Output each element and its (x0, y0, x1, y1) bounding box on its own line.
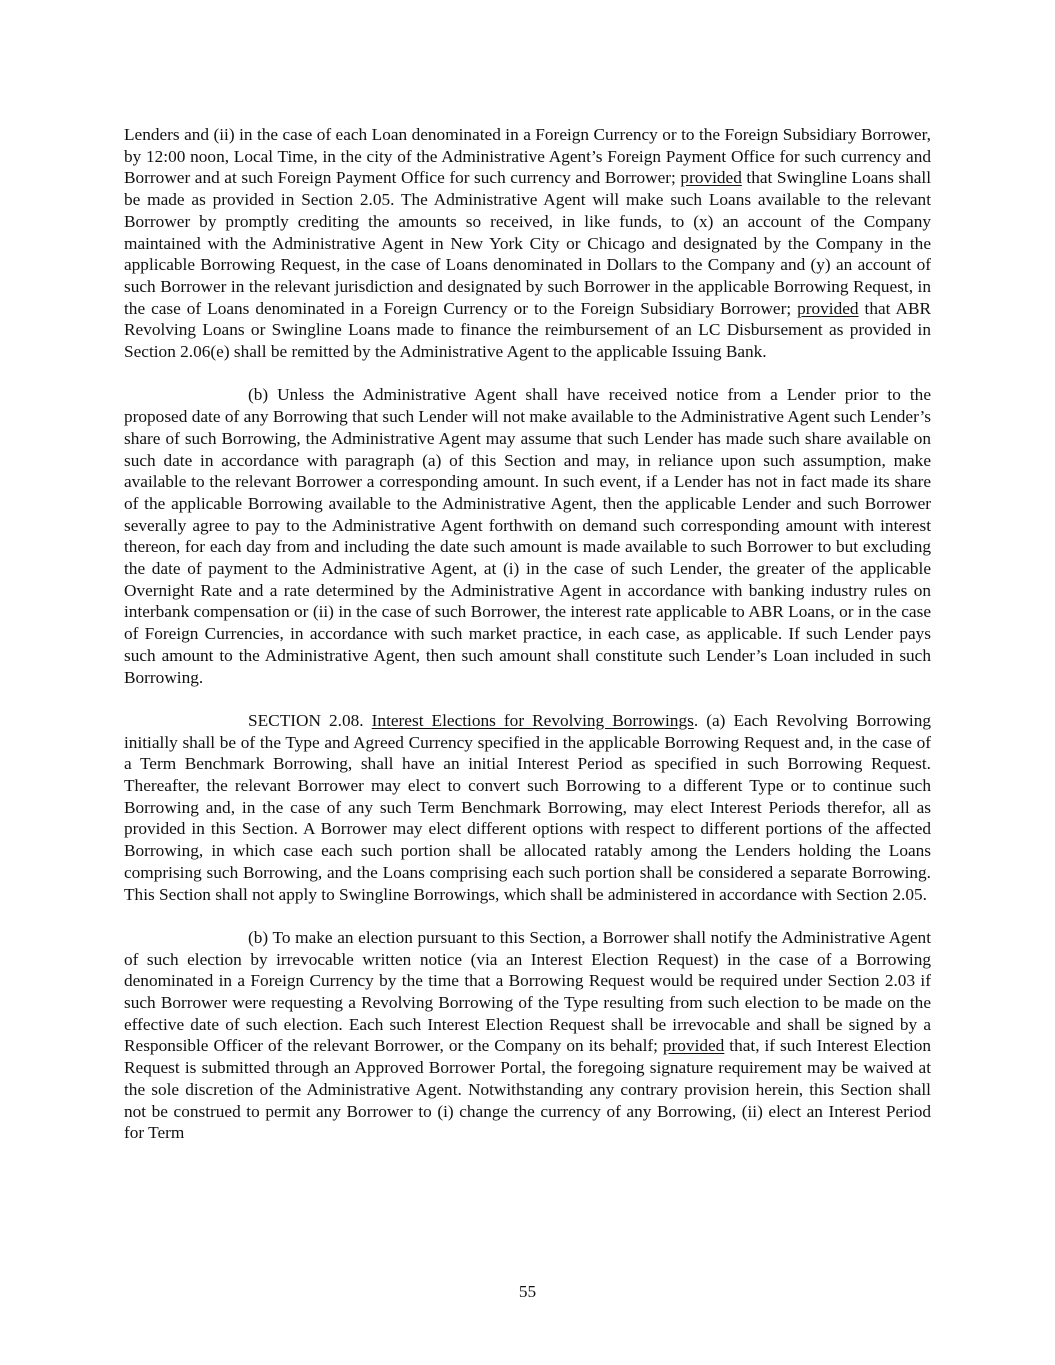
text-segment: (b) To make an election pursuant to this Section, a Borrower shall notify the Administrative Agent of such election by irrevocable written notice (via an Interest Election Request) in the case of a Borrowing denominated in a Foreign Currency by the time that a Borrowing Request would be required under Section 2.03 if such Borrower were requesting a Revolving Borrowing of the Type resulting from such election to be made on the effective date of such election. Each such Interest Election Request shall be irrevocable and shall be signed by a Responsible Officer of the relevant Borrower, or the Company on its behalf; (124, 927, 931, 1056)
section-2-08-paragraph (124, 710, 931, 905)
paragraph-b-election-notice (124, 927, 931, 1144)
provided-term: provided (797, 298, 859, 318)
text-segment: that ABR Revolving Loans or Swingline Loans made to finance the reimbursement of an LC Disbursement as provided in Section 2.06(e) shall be remitted by the Administrative Agent to the applicable Issuing Bank. (124, 298, 931, 362)
document-page (124, 124, 931, 1144)
text-segment: that Swingline Loans shall be made as provided in Section 2.05. The Administrative Agent will make such Loans available to the relevant Borrower by promptly crediting the amounts so received, in like funds, to (x) an account of the Company maintained with the Administrative Agent in New York City or Chicago and designated by the Company in the applicable Borrowing Request, in the case of Loans denominated in Dollars to the Company and (y) an account of such Borrower in the relevant jurisdiction and designated by such Borrower in the applicable Borrowing Request, in the case of Loans denominated in a Foreign Currency or to the Foreign Subsidiary Borrower; (124, 168, 931, 318)
text-segment: . (a) Each Revolving Borrowing initially shall be of the Type and Agreed Currency specified in the applicable Borrowing Request and, in the case of a Term Benchmark Borrowing, shall have an initial Interest Period as specified in such Borrowing Request. Thereafter, the relevant Borrower may elect to convert such Borrowing to a different Type or to continue such Borrowing and, in the case of any such Term Benchmark Borrowing, may elect Interest Periods therefor, all as provided in this Section. A Borrower may elect different options with respect to different portions of the affected Borrowing, in which case each such portion shall be allocated ratably among the Lenders holding the Loans comprising such Borrowing, and the Loans comprising each such portion shall be considered a separate Borrowing. This Section shall not apply to Swingline Borrowings, which shall be administered in accordance with Section 2.05. (124, 710, 932, 904)
section-number: SECTION 2.08. (248, 710, 372, 730)
provided-term: provided (680, 168, 742, 188)
provided-term: provided (662, 1036, 725, 1056)
section-heading: Interest Elections for Revolving Borrowings (371, 710, 694, 730)
paragraph-loan-funding (124, 124, 931, 363)
text-segment: Lenders and (ii) in the case of each Loan denominated in a Foreign Currency or to the Foreign Subsidiary Borrower, by 12:00 noon, Local Time, in the city of the Administrative Agent’s Foreign Payment Office for such currency and Borrower and at such Foreign Payment Office for such currency and Borrower; (124, 125, 931, 188)
text-segment: that, if such Interest Election Request is submitted through an Approved Borrower Portal, the foregoing signature requirement may be waived at the sole discretion of the Administrative Agent. Notwithstanding any contrary provision herein, this Section shall not be construed to permit any Borrower to (i) change the currency of any Borrowing, (ii) elect an Interest Period for Term (124, 1036, 931, 1143)
paragraph-b-lender-share (124, 384, 931, 688)
page-number: 55 (518, 1282, 537, 1301)
text-segment: (b) Unless the Administrative Agent shall have received notice from a Lender prior to the proposed date of any Borrowing that such Lender will not make available to the Administrative Agent such Lender’s share of such Borrowing, the Administrative Agent may assume that such Lender has made such share available on such date in accordance with paragraph (a) of this Section and may, in reliance upon such assumption, make available to the relevant Borrower a corresponding amount. In such event, if a Lender has not in fact made its share of the applicable Borrowing available to the Administrative Agent, then the applicable Lender and such Borrower severally agree to pay to the Administrative Agent forthwith on demand such corresponding amount with interest thereon, for each day from and including the date such amount is made available to such Borrower to but excluding the date of payment to the Administrative Agent, at (i) in the case of such Lender, the greater of the applicable Overnight Rate and a rate determined by the Administrative Agent in accordance with banking industry rules on interbank compensation or (ii) in the case of such Borrower, the interest rate applicable to ABR Loans, or in the case of Foreign Currencies, in accordance with such market practice, in each case, as applicable. If such Lender pays such amount to the Administrative Agent, then such amount shall constitute such Lender’s Loan included in such Borrowing. (124, 385, 931, 687)
